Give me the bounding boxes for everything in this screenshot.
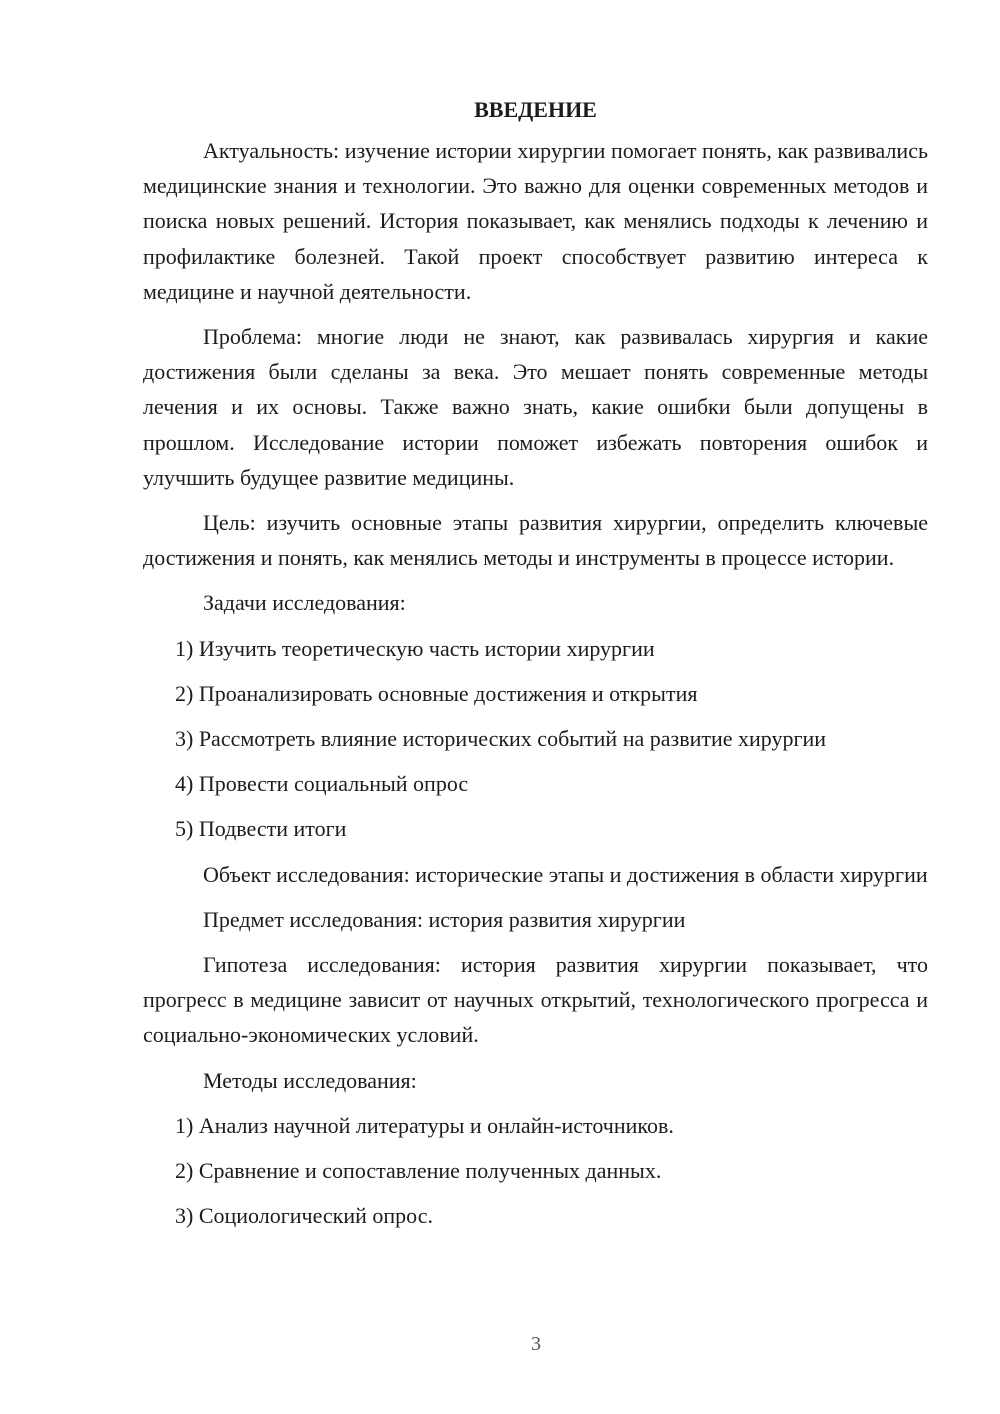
relevance-paragraph: Актуальность: изучение истории хирургии помогает понять, как развивались медицинские знания и технологии. Это важно для оценки современных методов и поиска новых решений. История показывает, как менялись подходы к лечению и профилактике болезней. Такой проект способствует развитию интереса к медицине и научной деятельности.: [143, 138, 928, 304]
list-item: 2) Сравнение и сопоставление полученных данных.: [175, 1158, 662, 1184]
hypothesis-paragraph: Гипотеза исследования: история развития хирургии показывает, что прогресс в медицине зависит от научных открытий, технологического прогресса и социально-экономических условий.: [143, 952, 928, 1048]
problem-paragraph: Проблема: многие люди не знают, как развивалась хирургия и какие достижения были сделаны за века. Это мешает понять современные методы лечения и их основы. Также важно знать, какие ошибки были допущены в прошлом. Исследование истории поможет избежать повторения ошибок и улучшить будущее развитие медицины.: [143, 324, 928, 490]
list-item: 2) Проанализировать основные достижения и открытия: [175, 680, 698, 706]
tasks-list: [143, 631, 928, 847]
list-item: 3) Социологический опрос.: [175, 1203, 433, 1229]
list-item: 1) Анализ научной литературы и онлайн-источников.: [175, 1112, 674, 1138]
page-number: 3: [531, 1333, 541, 1355]
list-item: 5) Подвести итоги: [175, 816, 347, 842]
list-item: 1) Изучить теоретическую часть истории хирургии: [175, 635, 655, 661]
object-paragraph: Объект исследования: исторические этапы и достижения в области хирургии: [203, 861, 928, 887]
tasks-heading: Задачи исследования:: [203, 590, 406, 616]
list-item: 4) Провести социальный опрос: [175, 771, 469, 797]
methods-list: [143, 1108, 928, 1234]
page-title: ВВЕДЕНИЕ: [474, 97, 597, 122]
page-content: [143, 92, 928, 1243]
goal-paragraph: Цель: изучить основные этапы развития хирургии, определить ключевые достижения и понять, как менялись методы и инструменты в процессе истории.: [143, 510, 928, 571]
methods-heading: Методы исследования:: [203, 1067, 417, 1093]
list-item: 3) Рассмотреть влияние исторических событий на развитие хирургии: [175, 726, 827, 752]
subject-paragraph: Предмет исследования: история развития хирургии: [203, 906, 686, 932]
